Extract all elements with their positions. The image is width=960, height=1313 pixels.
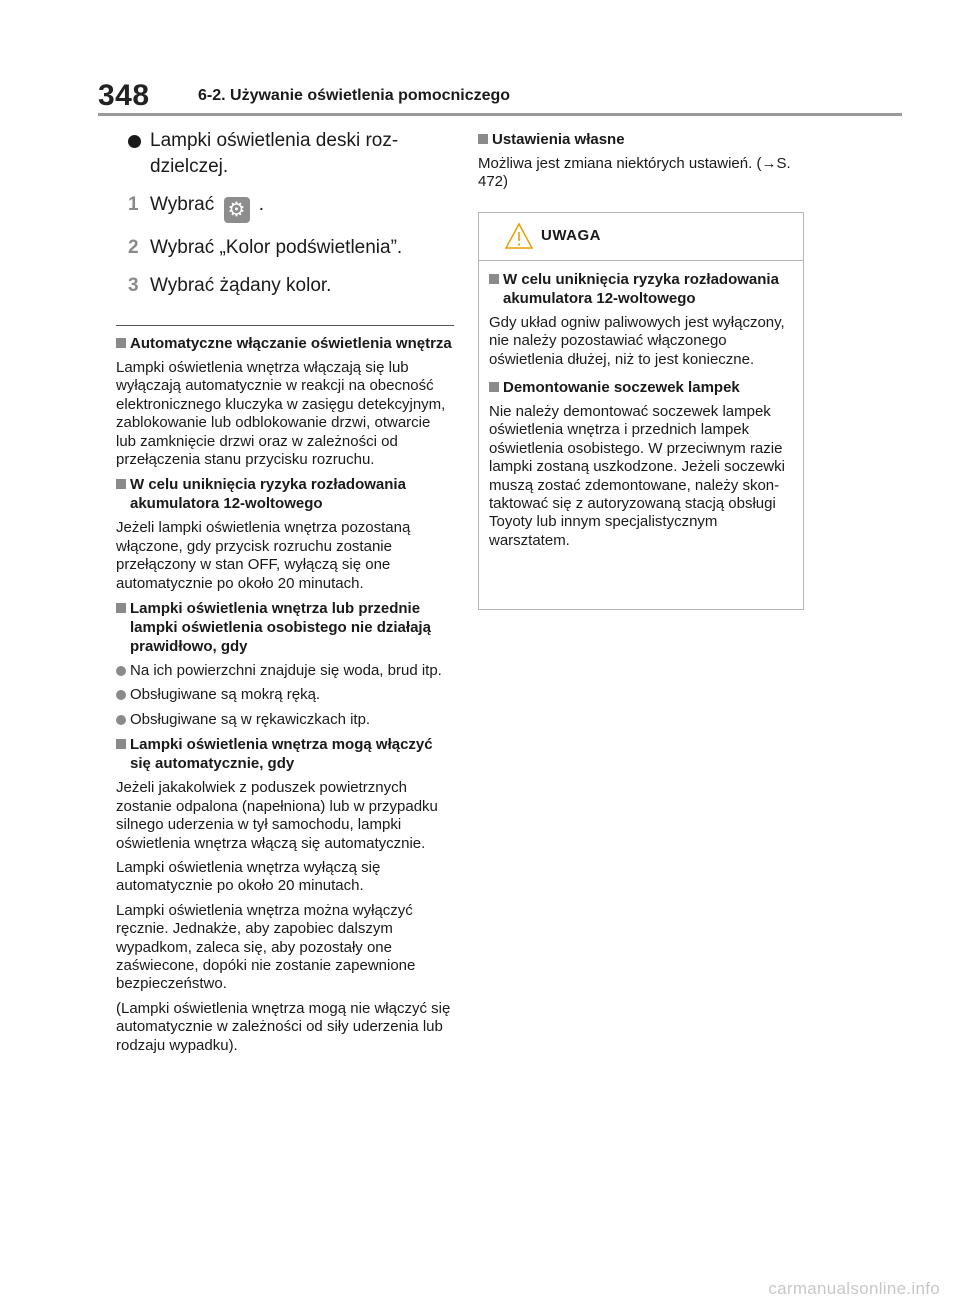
paragraph: Lampki oświetlenia wnętrza wyłączą się automatycznie po około 20 minutach. xyxy=(116,858,381,895)
step-text-end: . xyxy=(258,194,265,215)
square-bullet-icon xyxy=(489,274,499,284)
heading-text: W celu uniknięcia ryzyka rozładowania akumulatora 12-woltowego xyxy=(503,270,779,307)
list-item xyxy=(116,686,454,704)
caution-title: UWAGA xyxy=(541,226,601,244)
heading-text: Automatyczne włączanie oświetlenia wnętrza xyxy=(130,335,452,352)
paragraph: Lampki oświetlenia wnętrza włączają się lub wyłączają automatycznie w reakcji na obecność elektronicznego kluczyka w zasięgu detekcyjnym, zablokowanie lub odblokowanie drzwi, otwarcie lub zamknięcie drzwi oraz w zależności od przełączenia stanu przycisku rozruchu. xyxy=(116,359,446,469)
list-item-text: Obsługiwane są w rękawiczkach itp. xyxy=(130,710,371,728)
step-number: 3 xyxy=(128,275,139,296)
list-item-text: Obsługiwane są mokrą ręką. xyxy=(130,686,321,704)
main-title xyxy=(116,128,454,180)
list-item xyxy=(116,711,454,729)
section-divider xyxy=(116,325,454,326)
paragraph: (Lampki oświetlenia wnętrza mogą nie włączyć się automatycznie w zależności od siły uderzenia lub rodzaju wypadku). xyxy=(116,999,451,1054)
round-bullet-icon xyxy=(116,666,126,676)
step-3 xyxy=(116,273,454,299)
paragraph: Jeżeli jakakolwiek z poduszek powietrznych zostanie odpalona (napełniona) lub w przypadku silnego uderzenia w tył samochodu, lampki oświetlenia wnętrza włączą się automatycznie. xyxy=(116,779,438,852)
paragraph: Lampki oświetlenia wnętrza można wyłączyć ręcznie. Jednakże, aby zapobiec dalszym wypadkom, zaleca się, aby pozostały one zaświecone, dopóki nie zostanie zapewnione bezpieczeństwo. xyxy=(116,901,416,993)
bullet-dot xyxy=(128,135,141,148)
heading-text: Demontowanie soczewek lampek xyxy=(503,379,740,397)
step-number: 1 xyxy=(128,194,139,215)
main-title-text: Lampki oświetlenia deski rozdzielczej. xyxy=(150,130,399,177)
list-item-text: Na ich powierzchni znajduje się woda, brud itp. xyxy=(130,662,442,680)
section-heading xyxy=(116,599,454,656)
section-heading xyxy=(478,130,804,149)
square-bullet-icon xyxy=(116,479,126,489)
caution-header xyxy=(479,213,803,261)
gear-icon: ⚙ xyxy=(224,197,250,223)
heading-text: W celu uniknięcia ryzyka rozładowania akumulatora 12-woltowego xyxy=(130,476,406,513)
heading-text: Ustawienia własne xyxy=(492,131,625,148)
square-bullet-icon xyxy=(116,603,126,613)
section-heading xyxy=(116,475,454,513)
step-1 xyxy=(116,192,454,223)
square-bullet-icon xyxy=(489,382,499,392)
section-heading xyxy=(116,735,454,773)
caution-box xyxy=(478,212,804,610)
caution-body xyxy=(479,270,803,550)
page-number: 348 xyxy=(98,79,150,112)
square-bullet-icon xyxy=(478,134,488,144)
caution-heading xyxy=(489,378,795,397)
square-bullet-icon xyxy=(116,338,126,348)
heading-text: Lampki oświetlenia wnętrza lub przednie lampki oświetlenia osobistego nie działają prawidłowo, gdy xyxy=(130,600,431,656)
step-text: Wybrać żądany kolor. xyxy=(150,275,332,296)
chapter-title: 6-2. Używanie oświetlenia pomocniczego xyxy=(198,87,511,104)
right-column xyxy=(478,124,804,610)
warning-triangle-icon xyxy=(504,222,534,250)
header-rule xyxy=(98,113,902,116)
step-text: Wybrać xyxy=(150,194,215,215)
watermark: carmanualsonline.info xyxy=(768,1279,940,1298)
paragraph: Jeżeli lampki oświetlenia wnętrza pozostaną włączone, gdy przycisk rozruchu zostanie przełączony w stan OFF, wyłączą się one automatycznie po około 20 minutach. xyxy=(116,519,411,592)
section-heading xyxy=(116,334,454,353)
paragraph: Możliwa jest zmiana niektórych ustawień. (→S. 472) xyxy=(478,155,791,191)
round-bullet-icon xyxy=(116,715,126,725)
left-column xyxy=(116,124,454,1055)
step-text: Wybrać „Kolor podświetlenia”. xyxy=(150,237,403,258)
step-2 xyxy=(116,235,454,261)
paragraph: Nie należy demontować soczewek lampek oświetlenia wnętrza i przednich lampek oświetlenia osobistego. W przeciwnym razie lampki zostaną uszkodzone. Jeżeli soczewki muszą zostać zdemontowane, należy skontaktować się z autoryzowaną stacją obsługi Toyoty lub innym specjalistycznym warsztatem. xyxy=(489,403,785,549)
step-number: 2 xyxy=(128,237,139,258)
square-bullet-icon xyxy=(116,739,126,749)
heading-text: Lampki oświetlenia wnętrza mogą włączyć się automatycznie, gdy xyxy=(130,736,433,773)
round-bullet-icon xyxy=(116,690,126,700)
paragraph: Gdy układ ogniw paliwowych jest wyłączony, nie należy pozostawiać włączonego oświetlenia dłużej, niż to jest konieczne. xyxy=(489,313,785,368)
caution-heading xyxy=(489,270,795,308)
list-item xyxy=(116,662,454,680)
